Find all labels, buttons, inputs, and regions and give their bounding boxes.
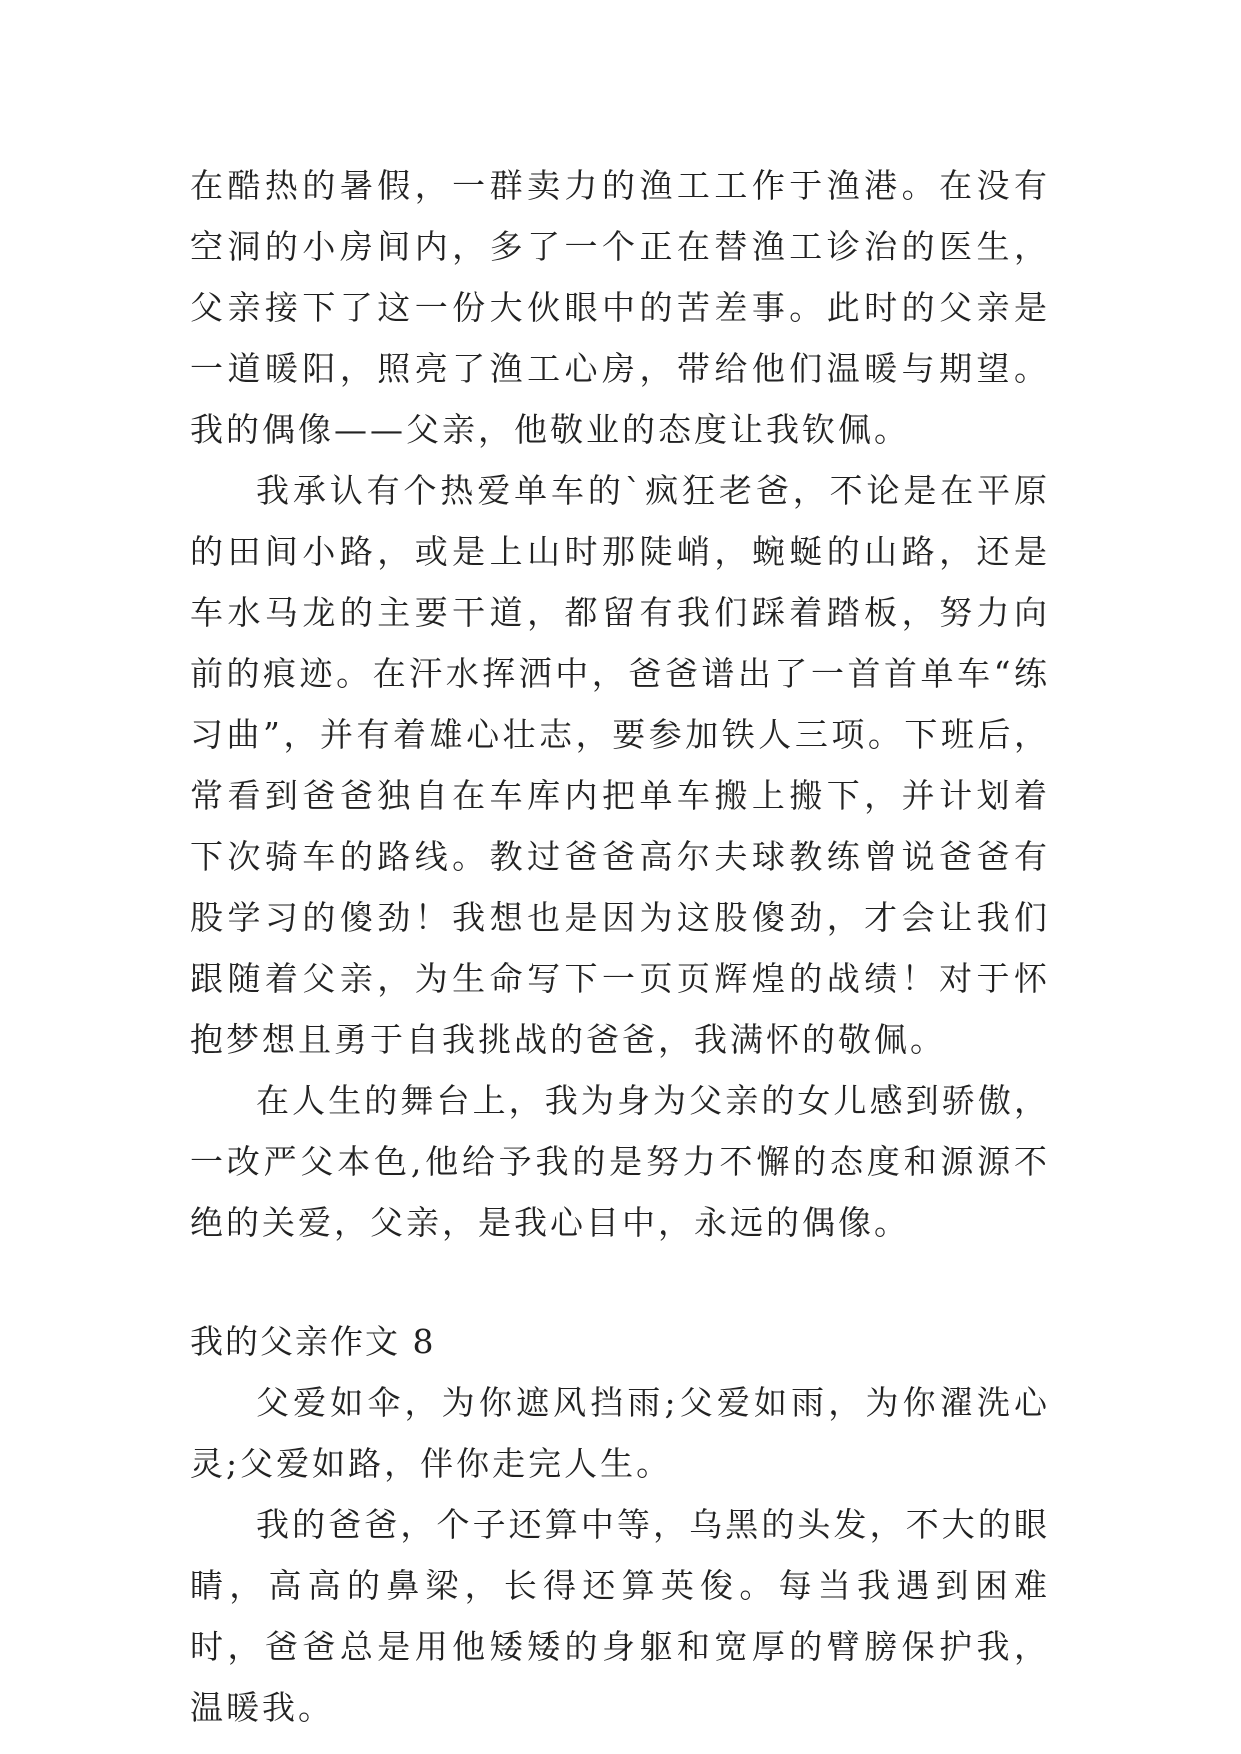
paragraph-5: 我的爸爸，个子还算中等，乌黑的头发，不大的眼睛，高高的鼻梁，长得还算英俊。每当我遇到困难时，爸爸总是用他矮矮的身躯和宽厚的臂膀保护我，温暖我。 bbox=[190, 1505, 1050, 1727]
document-page bbox=[190, 155, 1050, 1738]
paragraph-4: 父爱如伞，为你遮风挡雨;父爱如雨，为你濯洗心灵;父爱如路，伴你走完人生。 bbox=[190, 1383, 1050, 1483]
section-heading: 我的父亲作文 8 bbox=[190, 1322, 436, 1361]
paragraph-1: 在酷热的暑假，一群卖力的渔工工作于渔港。在没有空洞的小房间内，多了一个正在替渔工诊治的医生，父亲接下了这一份大伙眼中的苦差事。此时的父亲是一道暖阳，照亮了渔工心房，带给他们温暖与期望。我的偶像——父亲，他敬业的态度让我钦佩。 bbox=[190, 166, 1050, 449]
paragraph-3: 在人生的舞台上，我为身为父亲的女儿感到骄傲，一改严父本色,他给予我的是努力不懈的态度和源源不绝的关爱，父亲，是我心目中，永远的偶像。 bbox=[190, 1081, 1050, 1242]
paragraph-2: 我承认有个热爱单车的`疯狂老爸，不论是在平原的田间小路，或是上山时那陡峭，蜿蜒的山路，还是车水马龙的主要干道，都留有我们踩着踏板，努力向前的痕迹。在汗水挥洒中，爸爸谱出了一首首单车“练习曲”，并有着雄心壮志，要参加铁人三项。下班后，常看到爸爸独自在车库内把单车搬上搬下，并计划着下次骑车的路线。教过爸爸高尔夫球教练曾说爸爸有股学习的傻劲！我想也是因为这股傻劲，才会让我们跟随着父亲，为生命写下一页页辉煌的战绩！对于怀抱梦想且勇于自我挑战的爸爸，我满怀的敬佩。 bbox=[190, 471, 1050, 1059]
